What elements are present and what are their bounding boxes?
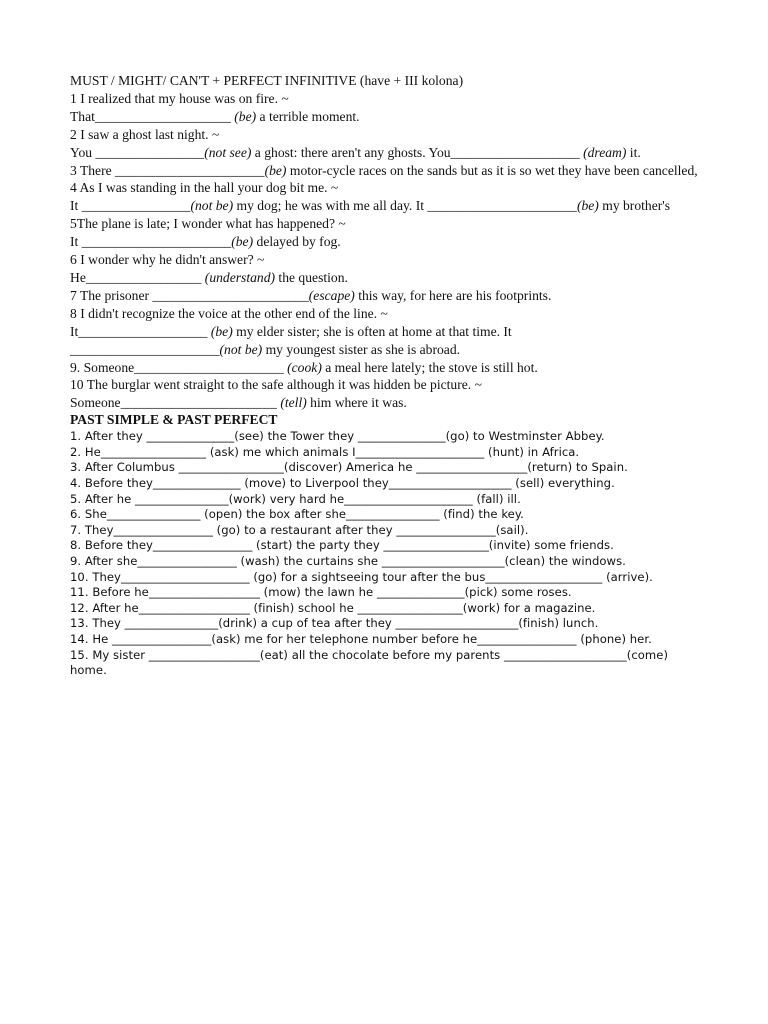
exercise-item: 5. After he ________________(work) very hard he______________________ (fall) ill. (70, 491, 521, 506)
exercise-text: Someone_______________________ (70, 395, 281, 411)
exercise-text: 4 As I was standing in the hall your dog bit me. ~ (70, 180, 339, 196)
exercise-line (70, 359, 700, 377)
verb-hint: (not see) (204, 144, 252, 160)
exercise-line (70, 179, 700, 197)
exercise-text: delayed by fog. (253, 234, 341, 250)
exercise-text: ______________________ (70, 341, 220, 357)
past-perfect-exercise-list (70, 429, 700, 679)
exercise-text: this way, for here are his footprints. (354, 287, 552, 303)
exercise-line (70, 126, 700, 144)
exercise-item: 13. They ________________(drink) a cup of tea after they _____________________(finish) lunch. (70, 616, 599, 631)
exercise-text: my youngest sister as she is abroad. (262, 341, 461, 357)
exercise-item: 2. He__________________ (ask) me which animals I______________________ (hunt) in Africa. (70, 444, 580, 459)
exercise-item: 12. After he___________________ (finish) school he __________________(work) for a magazine. (70, 600, 596, 615)
exercise-line (70, 251, 700, 269)
exercise-item: 7. They_________________ (go) to a restaurant after they _________________(sail). (70, 522, 529, 537)
exercise-item: 14. He _________________(ask) me for her telephone number before he_________________ (phone) her. (70, 631, 652, 646)
exercise-text: It___________________ (70, 323, 211, 339)
verb-hint: (be) (234, 108, 257, 124)
verb-hint: (be) (231, 234, 254, 250)
exercise-item: 4. Before they_______________ (move) to Liverpool they_____________________ (sell) everything. (70, 476, 615, 490)
exercise-text: him where it was. (306, 395, 407, 411)
exercise-line (70, 233, 700, 251)
exercise-line (70, 162, 700, 180)
verb-hint: (understand) (204, 269, 276, 285)
exercise-text: my brother's (598, 198, 671, 214)
exercise-line (70, 108, 700, 126)
exercise-item: 6. She________________ (open) the box after she________________ (find) the key. (70, 507, 524, 522)
exercise-line (70, 90, 700, 108)
exercise-text: 10 The burglar went straight to the safe although it was hidden be picture. ~ (70, 377, 482, 393)
verb-hint: (dream) (583, 144, 627, 160)
section-title-modals: MUST / MIGHT/ CAN'T + PERFECT INFINITIVE (have + III kolona) (70, 73, 464, 88)
exercise-line (70, 269, 700, 287)
exercise-item: 9. After she_________________ (wash) the curtains she _____________________(clean) the windows. (70, 553, 626, 568)
exercise-item: 11. Before he___________________ (mow) the lawn he _______________(pick) some roses. (70, 585, 572, 600)
exercise-item: 1. After they _______________(see) the Tower they _______________(go) to Westminster Abbey. (70, 429, 605, 444)
verb-hint: (escape) (308, 287, 355, 303)
exercise-text: It ______________________ (70, 234, 232, 250)
exercise-line (70, 144, 700, 162)
verb-hint: (tell) (280, 395, 307, 411)
exercise-text: That____________________ (70, 108, 235, 124)
exercise-text: the question. (275, 269, 348, 285)
exercise-text: my elder sister; she is often at home at that time. It (232, 323, 512, 339)
exercise-line (70, 341, 700, 359)
exercise-text: 7 The prisoner _______________________ (70, 287, 309, 303)
verb-hint: (be) (210, 323, 233, 339)
verb-hint: (not be) (219, 341, 263, 357)
exercise-line (70, 394, 700, 412)
modals-exercise-list (70, 90, 700, 412)
exercise-text: 2 I saw a ghost last night. ~ (70, 126, 220, 142)
verb-hint: (cook) (287, 359, 322, 375)
exercise-line (70, 215, 700, 233)
exercise-text: a meal here lately; the stove is still hot. (321, 359, 538, 375)
exercise-text: 6 I wonder why he didn't answer? ~ (70, 252, 265, 268)
exercise-text: 1 I realized that my house was on fire. ~ (70, 90, 289, 106)
exercise-text: 3 There ______________________ (70, 162, 265, 178)
exercise-text: a terrible moment. (256, 108, 360, 124)
exercise-text: it. (626, 144, 641, 160)
verb-hint: (be) (576, 198, 599, 214)
exercise-item: 3. After Columbus __________________(discover) America he ___________________(return) to Spain. (70, 460, 628, 475)
exercise-text: 8 I didn't recognize the voice at the other end of the line. ~ (70, 305, 388, 321)
verb-hint: (be) (264, 162, 287, 178)
exercise-line (70, 305, 700, 323)
exercise-line (70, 287, 700, 305)
exercise-item: 8. Before they_________________ (start) the party they __________________(invite) some friends. (70, 538, 614, 553)
exercise-text: motor-cycle races on the sands but as it is so wet they have been cancelled, (286, 162, 698, 178)
exercise-item: 15. My sister ___________________(eat) all the chocolate before my parents _____________________(come) home. (70, 647, 669, 678)
worksheet-page (70, 72, 700, 679)
exercise-text: 5The plane is late; I wonder what has happened? ~ (70, 216, 346, 232)
must-might-cant-section (70, 72, 700, 412)
exercise-line (70, 197, 700, 215)
exercise-item: 10. They______________________ (go) for a sightseeing tour after the bus____________________ (arrive). (70, 569, 653, 584)
verb-hint: (not be) (190, 198, 234, 214)
exercise-text: It ________________ (70, 198, 191, 214)
section-title-past-perfect: PAST SIMPLE & PAST PERFECT (70, 412, 278, 428)
exercise-text: He_________________ (70, 269, 205, 285)
exercise-text: You ________________ (70, 144, 205, 160)
exercise-text: 9. Someone______________________ (70, 359, 288, 375)
exercise-text: my dog; he was with me all day. It ______________________ (233, 198, 577, 214)
exercise-line (70, 323, 700, 341)
exercise-line (70, 376, 700, 394)
exercise-text: a ghost: there aren't any ghosts. You___________________ (251, 144, 584, 160)
